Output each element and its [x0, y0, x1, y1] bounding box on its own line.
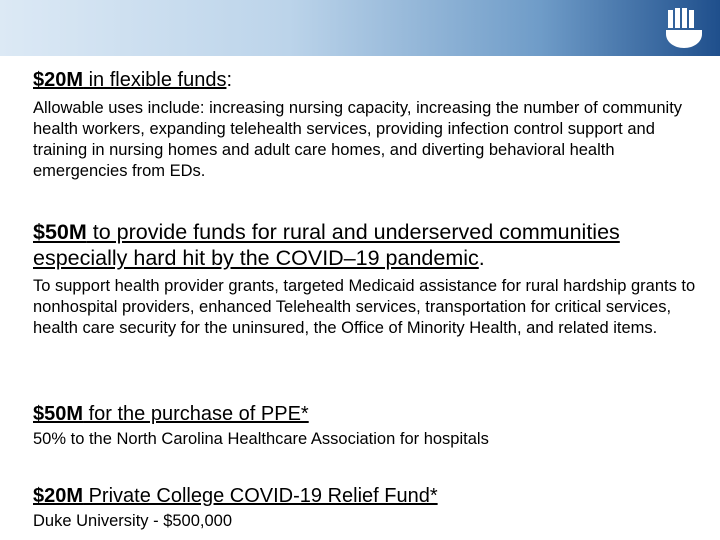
section-heading: [33, 219, 703, 271]
section-body: Duke University - $500,000: [33, 512, 233, 530]
section-amount: $20M: [33, 485, 84, 507]
section-body: Allowable uses include: increasing nursing capacity, increasing the number of community health workers, expanding telehealth services, providing infection control support and training in nursing homes and adult care homes, and diverting behavioral health emergencies from EDs.: [33, 99, 683, 180]
section-heading: [33, 402, 703, 427]
section-amount: $50M: [33, 403, 84, 425]
section-heading-text: to provide funds for rural and underserved communities especially hard hit by the COVID–19 pandemic: [33, 220, 620, 270]
section-heading-text: in flexible funds: [83, 69, 227, 91]
section-amount: $50M: [33, 220, 87, 244]
duke-health-logo-icon: [662, 6, 706, 50]
header-band: [0, 0, 720, 56]
section-heading-tail: :: [226, 69, 233, 91]
section-ppe: [33, 402, 703, 450]
section-body: To support health provider grants, targeted Medicaid assistance for rural hardship grants to nonhospital providers, enhanced Telehealth services, transportation for critical services, health care security for the uninsured, the Office of Minority Health, and related items.: [33, 277, 696, 337]
section-heading: [33, 68, 703, 93]
section-body: 50% to the North Carolina Healthcare Association for hospitals: [33, 430, 489, 448]
section-heading-tail: .: [478, 246, 485, 270]
section-private-college: [33, 484, 703, 532]
section-heading-text: for the purchase of PPE*: [83, 403, 309, 425]
section-rural-communities: [33, 219, 703, 339]
section-heading: [33, 484, 703, 509]
section-flexible-funds: [33, 68, 703, 182]
section-heading-text: Private College COVID-19 Relief Fund*: [83, 485, 438, 507]
section-amount: $20M: [33, 69, 84, 91]
